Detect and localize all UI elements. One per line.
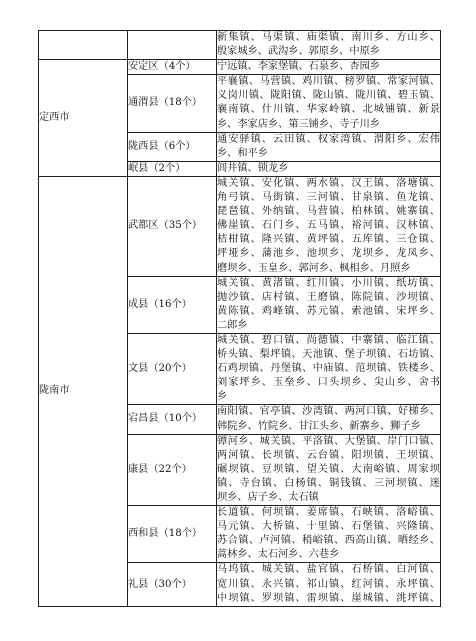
towns-line: 新集镇、马渠镇、庙渠镇、南川乡、方山乡、 [217,32,440,43]
county-cell [128,276,217,333]
county-label: 通渭县（18个） [128,97,203,109]
county-label: 陇西县（6个） [128,140,196,152]
towns-line: 南阳镇、官亭镇、沙湾镇、两河口镇、好梯乡、 [217,406,440,418]
county-cell [128,132,217,161]
towns-line: 蒿林乡、太石河乡、六巷乡 [217,549,340,561]
county-label: 宕昌县（10个） [128,413,203,425]
county-cell [128,506,217,563]
county-cell [128,333,217,404]
towns-line: 义岗川镇、陇阳镇、陇山镇、陇川镇、碧玉镇、 [217,90,440,102]
towns-line: 碾坝镇、豆坝镇、望关镇、大南峪镇、周家坝 [217,463,440,475]
towns-cell [217,161,441,176]
table-row [39,60,441,75]
empty-cell [128,31,217,60]
table-row [39,176,441,276]
towns-line: 城关镇、碧口镇、尚德镇、中寨镇、临江镇、 [217,334,440,346]
towns-line: 佛崖镇、石门乡、五马镇、裕河镇、汉林镇、 [217,220,440,232]
towns-line: 乡、李家店乡、第三铺乡、寺子川乡 [217,118,380,130]
county-label: 礼县（30个） [128,578,192,590]
towns-line: 坪垭乡、蒲池乡、池坝乡、龙坝乡、龙凤乡、 [217,248,440,260]
towns-line: 镡河乡、城关镇、平洛镇、大堡镇、岸门口镇、 [217,435,440,447]
towns-cell [217,434,441,505]
table-row [39,31,441,60]
county-cell [128,161,217,176]
towns-cell [217,563,441,606]
towns-line: 马坞镇、城关镇、盐官镇、石桥镇、白河镇、 [217,564,440,576]
towns-line: 磨坝乡、玉皇乡、郭河乡、枫相乡、月照乡 [217,262,411,274]
county-label: 武都区（35个） [128,220,203,232]
towns-cell [217,60,441,75]
towns-line: 二郎乡 [217,319,248,331]
towns-line: 长道镇、何坝镇、姜席镇、石峡镇、洛峪镇、 [217,507,440,519]
towns-line: 黄陈镇、鸡峰镇、苏元镇、索池镇、宋坪乡、 [217,305,440,317]
towns-line: 宽川镇、永兴镇、祁山镇、红河镇、永坪镇、 [217,578,440,590]
county-label: 成县（16个） [128,298,192,310]
city-cell [39,60,128,177]
county-label: 安定区（4个） [128,61,196,73]
towns-cell [217,276,441,333]
towns-line: 韩院乡、竹院乡、甘江头乡、新寨乡、狮子乡 [217,420,421,432]
towns-line: 平襄镇、马营镇、鸡川镇、榜罗镇、常家河镇、 [217,76,440,88]
city-name: 定西市 [39,112,70,124]
towns-line: 苏合镇、卢河镇、稍峪镇、西高山镇、晒经乡、 [217,535,440,547]
towns-line: 两河镇、长坝镇、云台镇、阳坝镇、王坝镇、 [217,449,440,461]
towns-line: 宁远镇、李家堡镇、石泉乡、杏园乡 [217,61,380,73]
towns-line: 乡、和平乡 [217,147,268,159]
county-cell [128,176,217,276]
towns-line: 闾井镇、锁龙乡 [217,162,289,174]
towns-cell [217,31,441,60]
city-cell [39,176,128,606]
county-label: 文县（20个） [128,363,192,375]
county-label: 西和县（18个） [128,528,203,540]
empty-cell [39,31,128,60]
towns-line: 马元镇、大桥镇、十里镇、石堡镇、兴隆镇、 [217,521,440,533]
towns-cell [217,75,441,132]
towns-line: 抛沙镇、店村镇、王磨镇、陈院镇、沙坝镇、 [217,291,440,303]
county-cell [128,60,217,75]
towns-line: 镇、寺台镇、白杨镇、铜钱镇、三河坝镇、迷 [217,477,440,489]
towns-line: 桥头镇、梨坪镇、天池镇、堡子坝镇、石坊镇、 [217,349,440,361]
towns-cell [217,333,441,404]
county-label: 康县（22个） [128,463,192,475]
towns-line: 襄南镇、什川镇、华家岭镇、北城铺镇、新景 [217,104,440,116]
towns-line: 坝乡、店子乡、太石镇 [217,492,319,503]
towns-line: 城关镇、安化镇、两水镇、汉王镇、洛塘镇、 [217,177,440,189]
towns-line: 乡 [217,391,228,403]
towns-line: 角弓镇、马街镇、三河镇、甘泉镇、鱼龙镇、 [217,192,440,204]
towns-line: 中坝镇、罗坝镇、雷坝镇、崖城镇、洮坪镇、 [217,592,440,604]
towns-cell [217,506,441,563]
towns-line: 殷家城乡、武沟乡、郭原乡、中原乡 [217,46,380,58]
county-cell [128,563,217,606]
towns-line: 通安驿镇、云田镇、权家湾镇、渭阳乡、宏伟 [217,133,440,145]
towns-line: 城关镇、黄渚镇、红川镇、小川镇、纸坊镇、 [217,277,440,289]
county-label: 岷县（2个） [128,162,186,174]
towns-line: 桔柑镇、隆兴镇、黄坪镇、五库镇、三仓镇、 [217,234,440,246]
towns-cell [217,176,441,276]
towns-cell [217,405,441,434]
town-list-table [38,30,441,607]
towns-line: 刘家坪乡、玉垒乡、口头坝乡、尖山乡、舍书 [217,377,440,389]
towns-line: 琵琶镇、外纳镇、马营镇、柏林镇、姚寨镇、 [217,206,440,218]
towns-cell [217,132,441,161]
county-cell [128,405,217,434]
towns-line: 石鸡坝镇、丹堡镇、中庙镇、范坝镇、铁楼乡、 [217,363,440,375]
city-name: 陇南市 [39,385,70,397]
county-cell [128,434,217,505]
county-cell [128,75,217,132]
